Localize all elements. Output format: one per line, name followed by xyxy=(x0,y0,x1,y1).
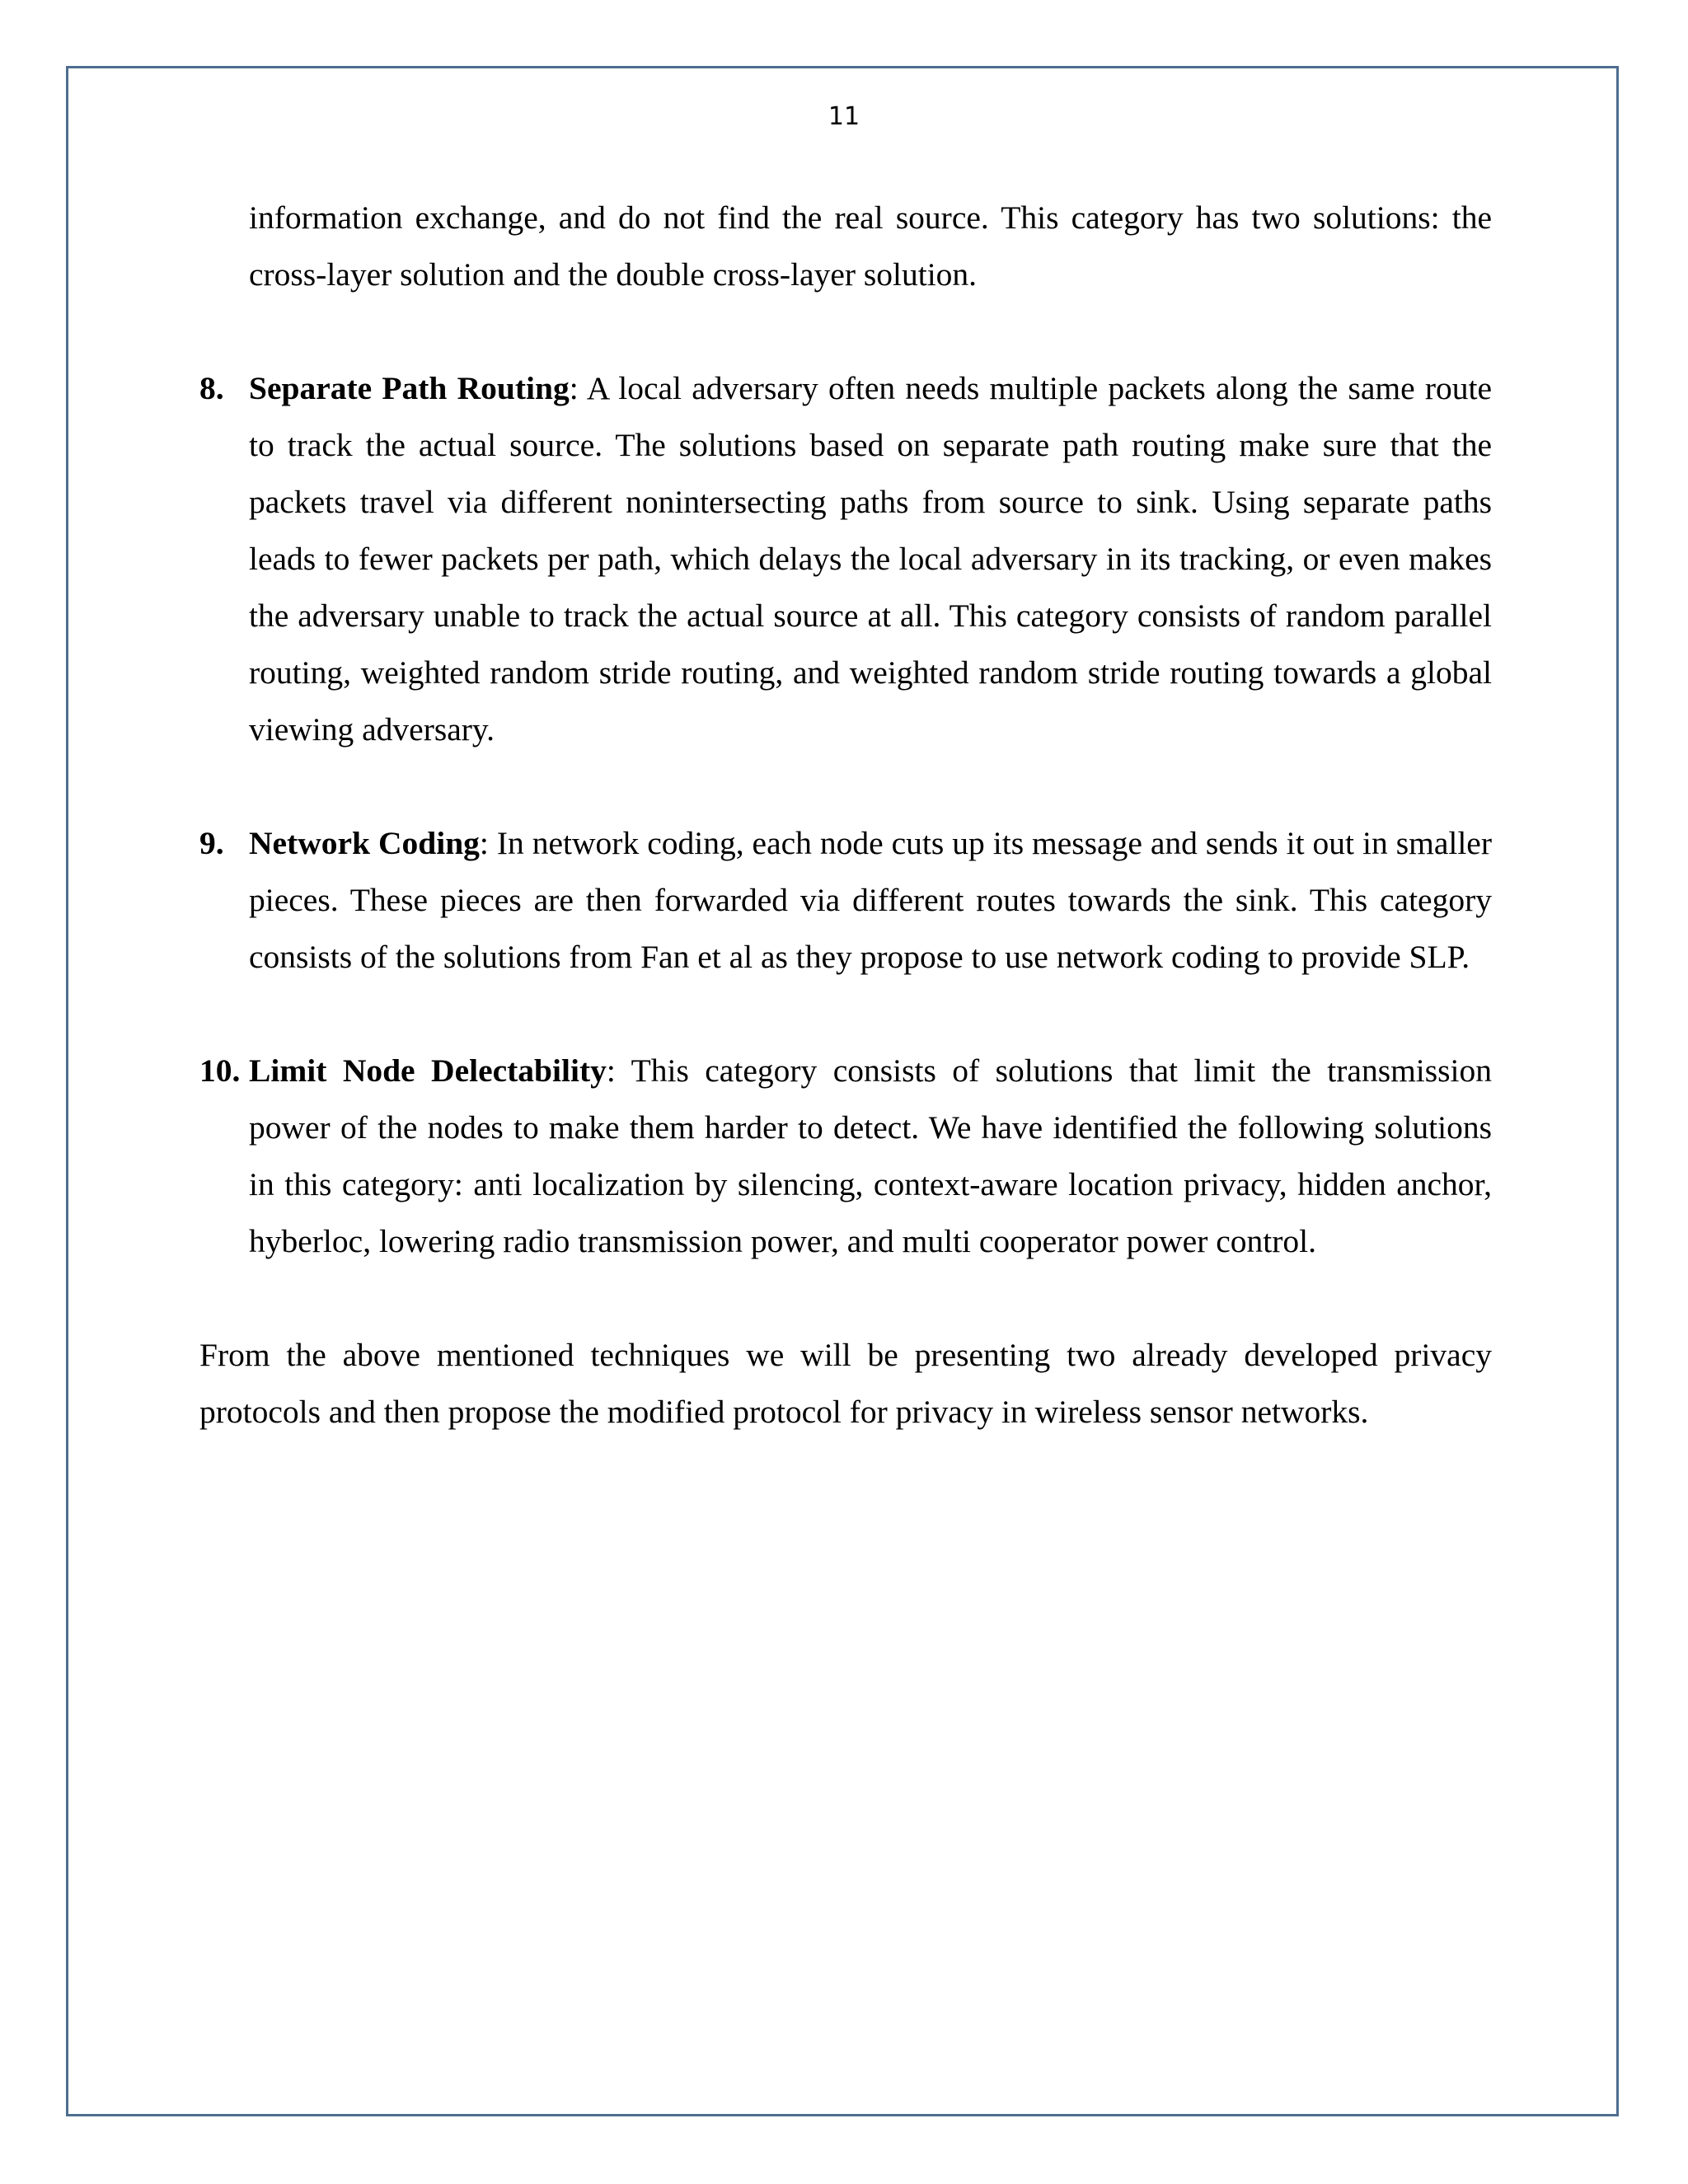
page-number: 11 xyxy=(828,102,860,131)
list-item-number: 8. xyxy=(199,370,224,406)
list-item-term: Limit Node Delectability xyxy=(249,1052,607,1089)
list-item-number: 10. xyxy=(199,1052,241,1089)
list-item-text xyxy=(249,1043,1492,1270)
list-item-text xyxy=(249,360,1492,758)
list-item-limit-node-delectability xyxy=(199,1043,1492,1270)
list-item-description: : This category consists of solutions that limit the transmission power of the nodes to make them harder to detect. We have identified the following solutions in this category: anti localization by silencing, context-aware location privacy, hidden anchor, hyberloc, lowering radio transmission power, and multi cooperator power control. xyxy=(249,1052,1492,1259)
list-item-network-coding xyxy=(199,815,1492,986)
list-item-description: : In network coding, each node cuts up its message and sends it out in smaller pieces. These pieces are then forwarded via different routes towards the sink. This category consists of the solutions from Fan et al as they propose to use network coding to provide SLP. xyxy=(249,825,1492,975)
list-item-separate-path-routing xyxy=(199,360,1492,758)
list-item-term: Network Coding xyxy=(249,825,480,861)
document-body xyxy=(199,190,1492,1441)
list-item-number: 9. xyxy=(199,825,224,861)
list-item-text xyxy=(249,815,1492,986)
list-item-term: Separate Path Routing xyxy=(249,370,570,406)
closing-paragraph: From the above mentioned techniques we will be presenting two already developed privacy protocols and then propose the modified protocol for privacy in wireless sensor networks. xyxy=(199,1337,1492,1430)
list-item-description: : A local adversary often needs multiple packets along the same route to track the actual source. The solutions based on separate path routing make sure that the packets travel via different nonintersecting paths from source to sink. Using separate paths leads to fewer packets per path, which delays the local adversary in its tracking, or even makes the adversary unable to track the actual source at all. This category consists of random parallel routing, weighted random stride routing, and weighted random stride routing towards a global viewing adversary. xyxy=(249,370,1492,748)
continuation-paragraph: information exchange, and do not find the real source. This category has two solutions: the cross-layer solution and the double cross-layer solution. xyxy=(249,199,1492,293)
